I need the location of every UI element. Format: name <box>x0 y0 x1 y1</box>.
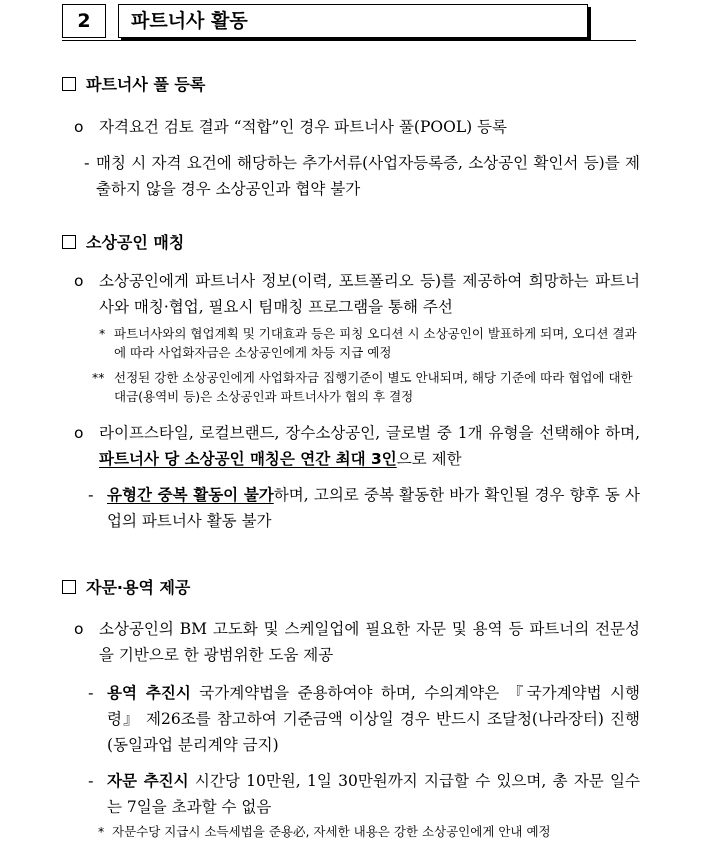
sub3-content <box>70 616 640 841</box>
dash-mark: - <box>88 486 94 504</box>
subheading-text: 소상공인 매칭 <box>86 233 185 252</box>
note-item <box>70 324 640 362</box>
bullet-mark: o <box>74 272 84 290</box>
emphasis-text: 파트너사 당 소상공인 매칭은 연간 최대 3인 <box>99 450 397 468</box>
section-header <box>62 4 636 40</box>
dash-item <box>70 150 640 202</box>
dash-text: 하며, 고의로 중복 활동한 바가 확인될 경우 향후 동 사업의 파트너사 활동 불가 <box>107 486 640 530</box>
checkbox-square-icon <box>62 235 76 249</box>
bullet-text: 소상공인에게 파트너사 정보(이력, 포트폴리오 등)를 제공하여 희망하는 파트너사와 매칭·협업, 필요시 팀매칭 프로그램을 통해 주선 <box>99 272 640 316</box>
dash-text: 매칭 시 자격 요건에 해당하는 추가서류(사업자등록증, 소상공인 확인서 등)를 제출하지 않을 경우 소상공인과 협약 불가 <box>96 154 640 198</box>
sub2-content <box>70 268 640 534</box>
bullet-text-end: 으로 제한 <box>396 450 462 468</box>
dash-mark: - <box>88 684 94 702</box>
note-mark: * <box>99 326 106 341</box>
note-text: 자문수당 지급시 소득세법을 준용必, 자세한 내용은 강한 소상공인에게 안내 예정 <box>112 824 551 839</box>
section-number: 2 <box>62 4 106 38</box>
bullet-text: 자격요건 검토 결과 “적합”인 경우 파트너사 풀(POOL) 등록 <box>99 118 508 136</box>
sub1-content <box>70 114 640 202</box>
dash-label: 용역 추진시 <box>107 684 191 702</box>
bullet-mark: o <box>74 118 84 136</box>
dash-item <box>70 768 640 820</box>
subheading-matching <box>62 233 184 253</box>
dash-text: 시간당 10만원, 1일 30만원까지 지급할 수 있으며, 총 자문 일수는 7일을 초과할 수 없음 <box>107 772 641 816</box>
bullet-item <box>70 420 640 472</box>
subheading-consulting <box>62 578 190 598</box>
bullet-text: 소상공인의 BM 고도화 및 스케일업에 필요한 자문 및 용역 등 파트너의 전문성을 기반으로 한 광범위한 도움 제공 <box>99 620 640 664</box>
bullet-item <box>70 268 640 320</box>
bullet-text: 라이프스타일, 로컬브랜드, 장수소상공인, 글로벌 중 1개 유형을 선택해야 하며, <box>99 424 640 442</box>
section-title: 파트너사 활동 <box>118 4 588 38</box>
subheading-text: 자문·용역 제공 <box>86 578 191 597</box>
bullet-mark: o <box>74 424 84 442</box>
note-item <box>70 822 640 841</box>
note-mark: * <box>98 824 105 839</box>
note-text: 선정된 강한 소상공인에게 사업화자금 집행기준이 별도 안내되며, 해당 기준에 따라 협업에 대한 대금(용역비 등)은 소상공인과 파트너사가 협의 후 결정 <box>114 370 633 404</box>
note-text: 파트너사와의 협업계획 및 기대효과 등은 피칭 오디션 시 소상공인이 발표하게 되며, 오디션 결과에 따라 사업화자금은 소상공인에게 차등 지급 예정 <box>114 326 637 360</box>
dash-label: 자문 추진시 <box>107 772 189 790</box>
dash-mark: - <box>88 772 94 790</box>
dash-item <box>70 680 640 758</box>
subheading-text: 파트너사 풀 등록 <box>86 75 206 94</box>
note-mark: ** <box>92 370 105 385</box>
bullet-mark: o <box>74 620 84 638</box>
emphasis-text: 유형간 중복 활동이 불가 <box>107 486 274 504</box>
bullet-item <box>70 114 640 140</box>
dash-mark: - <box>84 154 90 172</box>
section-divider <box>62 40 636 41</box>
checkbox-square-icon <box>62 580 76 594</box>
bullet-item <box>70 616 640 668</box>
dash-item <box>70 482 640 534</box>
note-item <box>70 368 640 406</box>
dash-text: 국가계약법을 준용하여야 하며, 수의계약은 『국가계약법 시행령』 제26조를 참고하여 기준금액 이상일 경우 반드시 조달청(나라장터) 진행(동일과업 분리계약 금지) <box>107 684 640 754</box>
checkbox-square-icon <box>62 77 76 91</box>
subheading-partner-pool <box>62 75 205 95</box>
